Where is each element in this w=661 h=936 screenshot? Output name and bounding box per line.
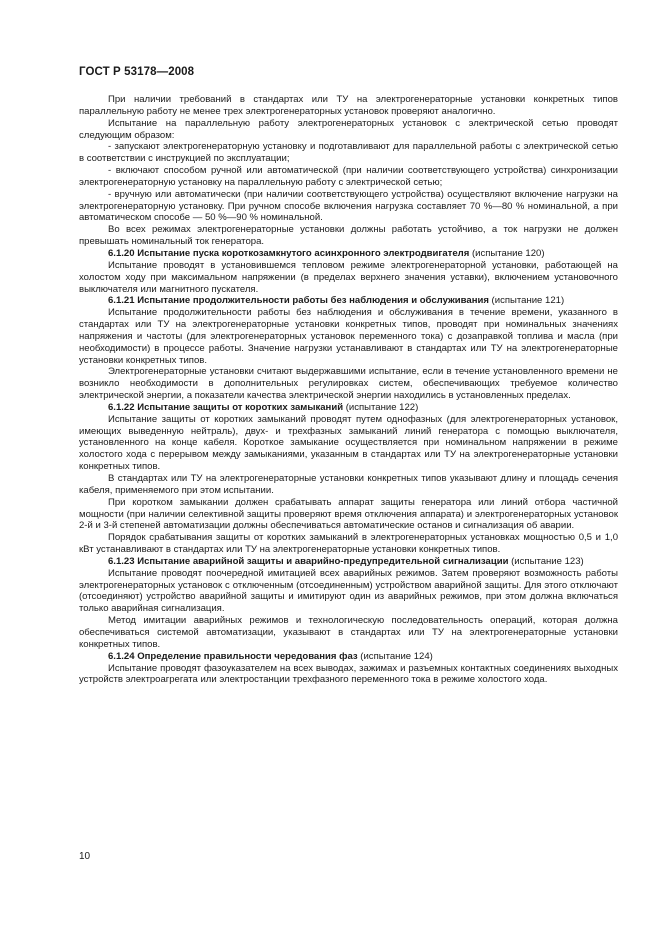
section-number: 6.1.23 — [108, 555, 135, 567]
section-number: 6.1.21 — [108, 295, 135, 307]
section-number: 6.1.20 — [108, 247, 135, 259]
section-test-ref: (испытание 122) — [343, 401, 419, 413]
body-paragraph: Испытание проводят в установившемся тепловом режиме электрогенераторной установки, работающей на холостом ходу при максимальном напряжении (в пределах верхнего значения уставки), включением установочного выключателя или магнитного пускателя. — [79, 259, 618, 295]
section-title: Испытание продолжительности работы без наблюдения и обслуживания — [137, 295, 489, 307]
body-paragraph: Испытание на параллельную работу электрогенераторных установок с электрической сетью проводят следующим образом: — [79, 117, 618, 141]
body-paragraph: Электрогенераторные установки считают выдержавшими испытание, если в течение установленного времени не возникло необходимости в дополнительных регулировках систем, обеспечивающих требуемое количество электрической энергии, а показатели качества электрической энергии находились в установленных пределах. — [79, 366, 618, 402]
section-test-ref: (испытание 121) — [488, 295, 565, 307]
body-paragraph: Во всех режимах электрогенераторные установки должны работать устойчиво, а ток нагрузки не должен превышать номинальный ток генератора. — [79, 224, 618, 248]
section-title: Определение правильности чередования фаз — [137, 650, 358, 662]
body-paragraph: Метод имитации аварийных режимов и технологическую последовательность операций, которая должна обеспечиваться системой автоматизации, указывают в стандартах или ТУ на электрогенераторные установки конкретных типов. — [79, 615, 618, 650]
body-paragraph: - запускают электрогенераторную установку и подготавливают для параллельной работы с электрической сетью в соответствии с инструкцией по эксплуатации; — [79, 141, 618, 165]
section-number: 6.1.24 — [108, 650, 135, 662]
body-paragraph: - включают способом ручной или автоматической (при наличии соответствующего устройства) синхронизации электрогенераторную установку на параллельную работу с электрической сетью; — [79, 165, 618, 188]
section-number: 6.1.22 — [108, 401, 135, 413]
body-paragraph: Испытание защиты от коротких замыканий проводят путем однофазных (для электрогенераторных установок, имеющих выведенную нейтраль), двух- и трехфазных замыканий линий генератора с помощью выключателя, установленного на конце кабеля. Короткое замыкание осуществляется при номинальном напряжении в режиме холостого хода с перерывом между замыканиями, указанным в стандартах или ТУ на электрогенераторные установки конкретных типов. — [79, 413, 618, 473]
body-paragraph: При коротком замыкании должен срабатывать аппарат защиты генератора или линий отбора частичной мощности (при наличии селективной защиты проверяют время отключения аппарата) и электрогенераторных установок 2-й и 3-й степеней автоматизации должны обеспечиваться автоматические останов и сигнализация об аварии. — [79, 496, 618, 532]
body-paragraph: В стандартах или ТУ на электрогенераторные установки конкретных типов указывают длину и площадь сечения кабеля, применяемого при этом испытании. — [79, 473, 618, 496]
section-test-ref: (испытание 124) — [357, 650, 433, 662]
body-paragraph: Испытание продолжительности работы без наблюдения и обслуживания в течение времени, указанного в стандартах или ТУ на электрогенераторные установки конкретных типов, проводят при номинальных значениях напряжения и частоты (для электрогенераторных установок переменного тока) с дозаправкой топлива и масла (при необходимости) в процессе работы. Значение нагрузки устанавливают в стандартах или ТУ на электрогенераторные установки конкретных типов. — [79, 307, 618, 366]
section-heading — [79, 402, 618, 414]
section-title: Испытание пуска короткозамкнутого асинхронного электродвигателя — [137, 247, 470, 259]
section-heading — [79, 651, 618, 663]
body-paragraph: Порядок срабатывания защиты от коротких замыканий в электрогенераторных установках мощностью 0,5 и 1,0 кВт устанавливают в стандартах или ТУ на электрогенераторные установки конкретных типов. — [79, 532, 618, 556]
section-title: Испытание защиты от коротких замыканий — [137, 401, 344, 413]
section-heading — [79, 248, 618, 260]
document-header: ГОСТ Р 53178—2008 — [79, 66, 195, 78]
body-paragraph: Испытание проводят фазоуказателем на всех выводах, зажимах и разъемных контактных соединениях выходных устройств электроагрегата или электростанции трехфазного переменного тока в режиме холостого хода. — [79, 662, 618, 686]
section-heading — [79, 295, 618, 307]
body-paragraph: Испытание проводят поочередной имитацией всех аварийных режимов. Затем проверяют возможность работы электрогенераторных установок с отключенным (отсоединенным) устройством аварийной защиты. Для этого отключают (отсоединяют) устройство аварийной защиты и имитируют один из аварийных режимов, при этом должна включаться только аварийная сигнализация. — [79, 567, 618, 615]
body-paragraph: - вручную или автоматически (при наличии соответствующего устройства) осуществляют включение нагрузки на электрогенераторную установку. При ручном способе включения нагрузка составляет 70 %—80 % номинальной, а при автоматическом способе — 50 %—90 % номинальной. — [79, 188, 618, 224]
section-title: Испытание аварийной защиты и аварийно-предупредительной сигнализации — [137, 555, 509, 567]
body-paragraph: При наличии требований в стандартах или ТУ на электрогенераторные установки конкретных типов параллельную работу не менее трех электрогенераторных установок проверяют аналогично. — [79, 94, 618, 117]
section-test-ref: (испытание 120) — [469, 247, 545, 259]
document-body — [79, 94, 618, 686]
section-heading — [79, 556, 618, 568]
page-number: 10 — [79, 851, 91, 862]
section-test-ref: (испытание 123) — [508, 555, 584, 567]
